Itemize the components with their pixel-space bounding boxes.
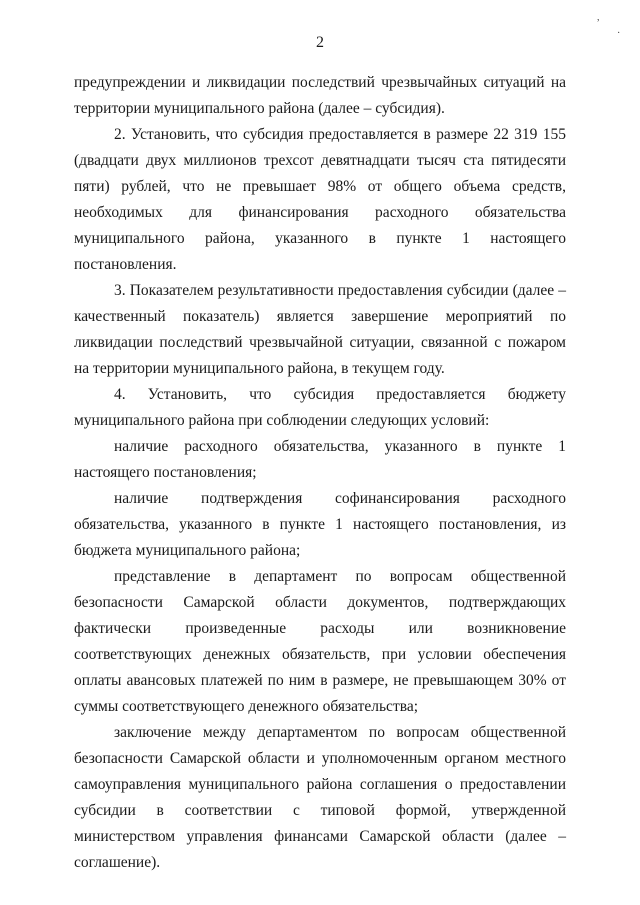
condition-agreement: заключение между департаментом по вопросам общественной безопасности Самарской области и уполномоченным органом местного самоуправления муниципального района соглашения о предоставлении субсидии в соответствии с типовой формой, утвержденной министерством управления финансами Самарской области (далее – соглашение).	[74, 724, 566, 871]
scan-mark: ,	[597, 12, 600, 23]
document-body	[74, 70, 566, 876]
condition-obligation: наличие расходного обязательства, указанного в пункте 1 настоящего постановления;	[74, 438, 566, 481]
paragraph-item-4: 4. Установить, что субсидия предоставляется бюджету муниципального района при соблюдении следующих условий:	[74, 386, 566, 429]
condition-documents: представление в департамент по вопросам общественной безопасности Самарской области документов, подтверждающих фактически произведенные расходы или возникновение соответствующих денежных обязательств, при условии обеспечения оплаты авансовых платежей по ним в размере, не превышающем 30% от суммы соответствующего денежного обязательства;	[74, 568, 566, 715]
paragraph-continuation: предупреждении и ликвидации последствий чрезвычайных ситуаций на территории муниципального района (далее – субсидия).	[74, 74, 566, 117]
paragraph-item-3: 3. Показателем результативности предоставления субсидии (далее – качественный показатель) является завершение мероприятий по ликвидации последствий чрезвычайной ситуации, связанной с пожаром на территории муниципального района, в текущем году.	[74, 282, 566, 377]
condition-cofinancing: наличие подтверждения софинансирования расходного обязательства, указанного в пункте 1 настоящего постановления, из бюджета муниципального района;	[74, 490, 566, 559]
paragraph-item-2: 2. Установить, что субсидия предоставляется в размере 22 319 155 (двадцати двух миллионов трехсот девятнадцати тысяч ста пятидесяти пяти) рублей, что не превышает 98% от общего объема средств, необходимых для финансирования расходного обязательства муниципального района, указанного в пункте 1 настоящего постановления.	[74, 126, 566, 273]
page-number: 2	[316, 34, 324, 51]
scan-mark: ·	[617, 28, 621, 39]
